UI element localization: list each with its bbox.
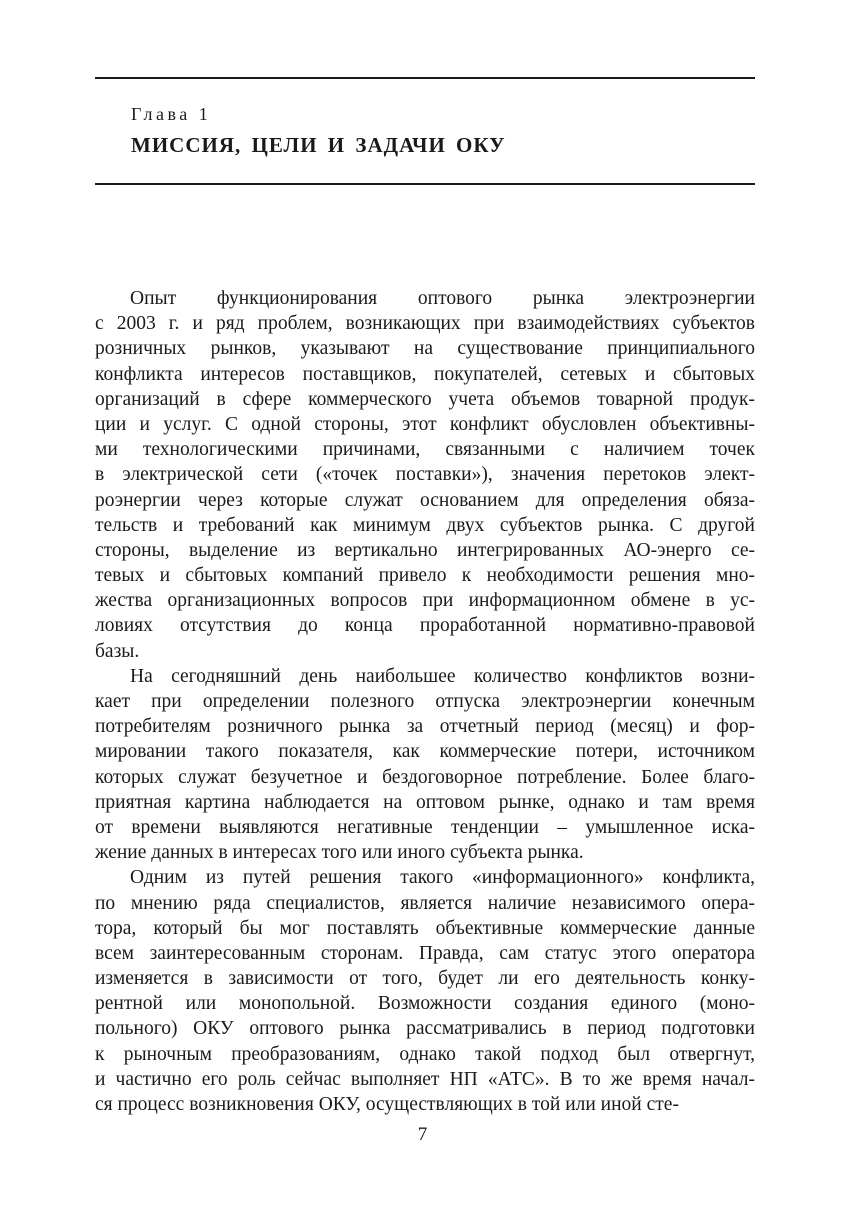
chapter-title: МИССИЯ, ЦЕЛИ И ЗАДАЧИ ОКУ — [131, 133, 506, 157]
paragraph — [95, 865, 755, 1117]
paragraph — [95, 286, 755, 664]
text-line: с 2003 г. и ряд проблем, возникающих при взаимодействиях субъектов — [95, 313, 755, 335]
page-number: 7 — [417, 1124, 428, 1145]
text-line: ся процесс возникновения ОКУ, осуществляющих в той или иной сте- — [95, 1094, 679, 1115]
text-line: изменяется в зависимости от того, будет ли его деятельность конку- — [95, 968, 755, 990]
text-line: польного) ОКУ оптового рынка рассматривались в период подготовки — [95, 1018, 755, 1040]
text-line: к рыночным преобразованиям, однако такой подход был отвергнут, — [95, 1043, 755, 1065]
text-line: кает при определении полезного отпуска электроэнергии конечным — [95, 691, 755, 712]
paragraph — [95, 664, 755, 866]
text-line: ми технологическими причинами, связанными с наличием точек — [95, 439, 755, 461]
header-top-rule — [95, 77, 755, 79]
text-line: мировании такого показателя, как коммерческие потери, источником — [95, 741, 755, 763]
text-line: тора, который бы мог поставлять объективные коммерческие данные — [95, 917, 755, 939]
text-line: организаций в сфере коммерческого учета объемов товарной продук- — [95, 388, 755, 410]
text-line: Одним из путей решения такого «информационного» конфликта, — [130, 867, 755, 889]
text-line: рентной или монопольной. Возможности создания единого (моно- — [95, 993, 755, 1015]
text-line: стороны, выделение из вертикально интегрированных АО-энерго се- — [95, 539, 755, 561]
text-line: базы. — [95, 640, 140, 662]
text-line: всем заинтересованным сторонам. Правда, сам статус этого оператора — [95, 942, 755, 964]
header-bottom-rule — [95, 183, 755, 185]
text-line: На сегодняшний день наибольшее количество конфликтов возни- — [130, 665, 755, 687]
text-line: роэнергии через которые служат основанием для определения обяза- — [95, 489, 755, 511]
text-line: в электрической сети («точек поставки»), значения перетоков элект- — [95, 464, 755, 486]
text-line: и частично его роль сейчас выполняет НП «АТС». В то же время начал- — [95, 1068, 755, 1090]
text-line: конфликта интересов поставщиков, покупателей, сетевых и сбытовых — [95, 363, 755, 385]
text-line: розничных рынков, указывают на существование принципиального — [95, 338, 755, 360]
text-line: ловиях отсутствия до конца проработанной нормативно-правовой — [95, 615, 755, 637]
chapter-label: Глава 1 — [131, 104, 212, 124]
text-line: жение данных в интересах того или иного субъекта рынка. — [95, 842, 584, 864]
text-line: Опыт функционирования оптового рынка электроэнергии — [130, 288, 755, 309]
text-line: жества организационных вопросов при информационном обмене в ус- — [95, 590, 755, 612]
text-line: по мнению ряда специалистов, является наличие независимого опера- — [95, 892, 755, 914]
text-line: тевых и сбытовых компаний привело к необходимости решения мно- — [95, 565, 755, 587]
text-line: приятная картина наблюдается на оптовом рынке, однако и там время — [95, 791, 755, 813]
text-line: которых служат безучетное и бездоговорное потребление. Более благо- — [95, 766, 755, 788]
text-line: от времени выявляются негативные тенденции – умышленное иска- — [95, 816, 755, 838]
body-text — [95, 286, 755, 1117]
text-line: потребителям розничного рынка за отчетный период (месяц) и фор- — [95, 716, 755, 738]
text-line: тельств и требований как минимум двух субъектов рынка. С другой — [95, 514, 755, 536]
text-line: ции и услуг. С одной стороны, этот конфликт обусловлен объективны- — [95, 413, 755, 435]
